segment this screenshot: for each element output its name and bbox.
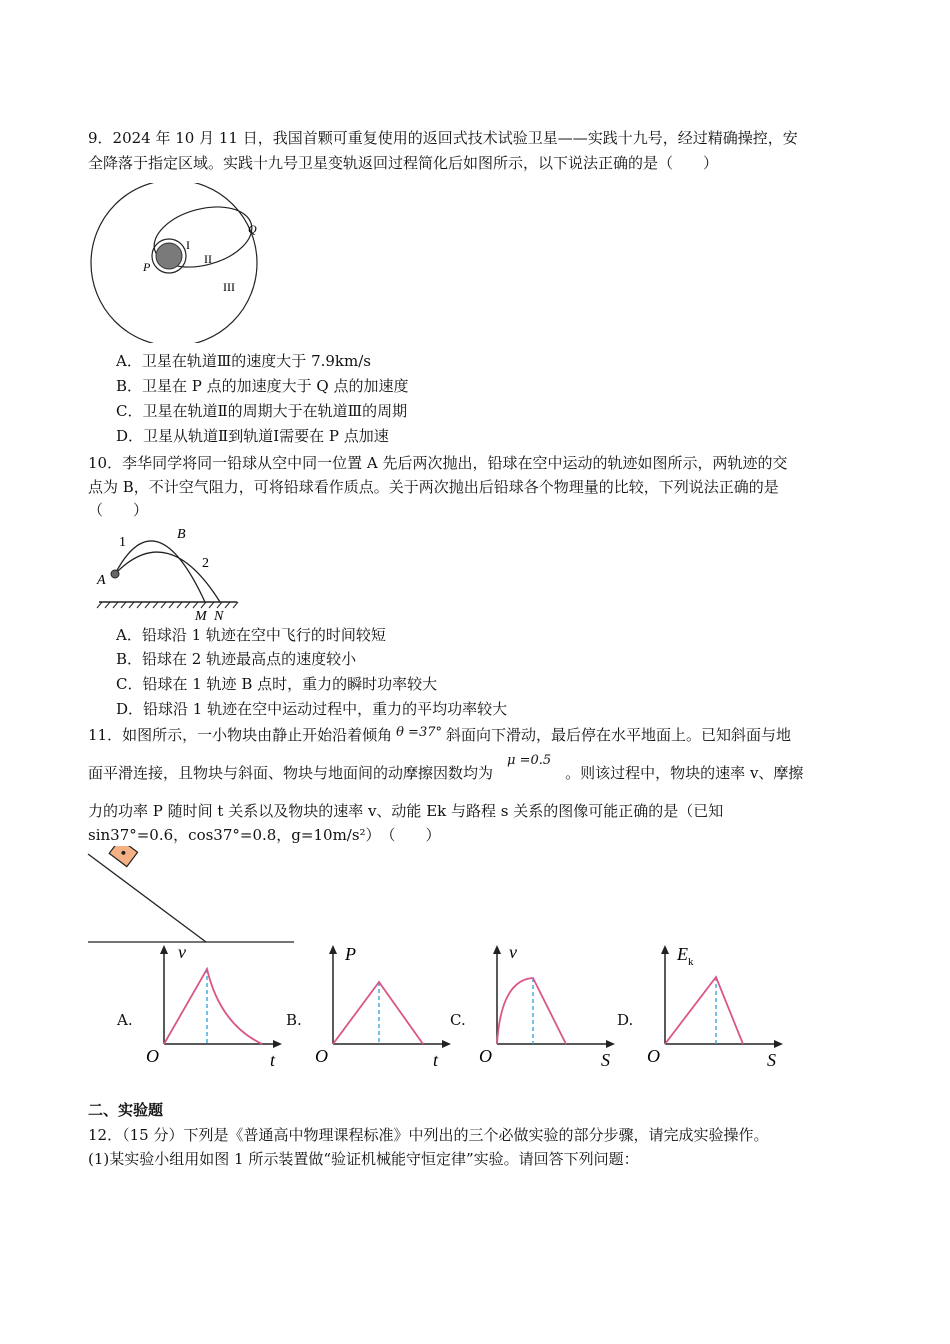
graph-b-xlabel: t <box>433 1050 439 1070</box>
graph-b-option: B. <box>286 1011 302 1029</box>
graph-b-origin: O <box>315 1046 328 1066</box>
q9-option-d: D．卫星从轨道Ⅱ到轨道Ⅰ需要在 P 点加速 <box>116 427 389 445</box>
q11-stem-line2-a: 面平滑连接，且物块与斜面、物块与地面间的动摩擦因数均为 <box>88 764 494 782</box>
q10-option-d: D．铅球沿 1 轨迹在空中运动过程中，重力的平均功率较大 <box>116 700 508 718</box>
label-Q: Q <box>248 222 257 236</box>
ball <box>111 570 119 578</box>
label-M: M <box>195 609 207 624</box>
label-2: 2 <box>202 556 209 571</box>
q11-stem-line1-a: 11．如图所示，一小物块由静止开始沿着倾角 <box>88 726 393 744</box>
graph-b-ylabel: P <box>345 944 356 964</box>
graph-a-curve <box>164 969 262 1044</box>
graph-c <box>475 940 621 1072</box>
graph-c-curve <box>497 978 566 1044</box>
graph-a-ylabel: v <box>178 942 186 962</box>
graph-d-xlabel: S <box>767 1050 776 1070</box>
label-1: 1 <box>119 535 126 550</box>
q11-stem-line4: sin37°=0.6，cos37°=0.8，g=10m/s²） （ ） <box>88 826 441 844</box>
graph-a-xlabel: t <box>270 1050 276 1070</box>
graph-d-option: D. <box>617 1011 634 1029</box>
q9-stem-line1: 9．2024 年 10 月 11 日，我国首颗可重复使用的返回式技术试验卫星——实践十九号，经过精确操控，安 <box>88 129 798 147</box>
q9-option-b: B．卫星在 P 点的加速度大于 Q 点的加速度 <box>116 377 409 395</box>
graph-a-origin: O <box>146 1046 159 1066</box>
label-III: III <box>223 280 235 294</box>
q10-stem-line3: （ ） <box>88 501 149 519</box>
trajectory-1 <box>115 541 205 602</box>
graph-d-ylabel-sub: k <box>688 956 694 968</box>
graph-c-ylabel: v <box>509 942 517 962</box>
graph-b <box>311 940 457 1072</box>
q11-stem-line2 <box>88 753 804 786</box>
label-II: II <box>204 252 212 266</box>
ground-hatch <box>97 602 238 608</box>
label-I: I <box>186 238 190 252</box>
q11-stem-line3: 力的功率 P 随时间 t 关系以及物块的速率 v、动能 Ek 与路程 s 关系的图像可能正确的是（已知 <box>88 802 724 820</box>
graph-d-curve <box>665 977 743 1044</box>
section-heading: 二、实验题 <box>88 1101 164 1119</box>
q10-stem-line1: 10．李华同学将同一铅球从空中同一位置 A 先后两次抛出，铅球在空中运动的轨迹如图所示，两轨迹的交 <box>88 454 788 472</box>
theta-expression: θ =37° <box>396 725 442 740</box>
q11-incline-figure <box>86 846 298 946</box>
q10-option-b: B．铅球在 2 轨迹最高点的速度较小 <box>116 650 357 668</box>
label-P: P <box>143 260 151 274</box>
graph-c-xlabel: S <box>601 1050 610 1070</box>
graph-d-ylabel <box>676 944 694 968</box>
label-N: N <box>214 609 224 624</box>
label-A: A <box>97 573 106 588</box>
q12-line1: 12．（15 分）下列是《普通高中物理课程标准》中列出的三个必做实验的部分步骤，请完成实验操作。 <box>88 1126 769 1144</box>
incline-surface <box>88 854 206 942</box>
q9-stem-line2: 全降落于指定区域。实践十九号卫星变轨返回过程简化后如图所示，以下说法正确的是（ ） <box>88 154 719 172</box>
q10-option-a: A．铅球沿 1 轨迹在空中飞行的时间较短 <box>116 626 386 644</box>
graph-b-curve <box>333 982 423 1044</box>
graph-d-ylabel-main: E <box>677 944 688 964</box>
q10-option-c: C．铅球在 1 轨迹 B 点时，重力的瞬时功率较大 <box>116 675 438 693</box>
earth <box>156 243 182 269</box>
label-B: B <box>177 527 186 542</box>
q11-stem-line2-b: 。则该过程中，物块的速率 v、摩擦 <box>565 764 804 782</box>
graph-a <box>142 940 288 1072</box>
q11-stem-line1-b: 斜面向下滑动，最后停在水平地面上。已知斜面与地 <box>446 726 792 744</box>
graph-c-option: C. <box>450 1011 466 1029</box>
q9-orbit-figure <box>86 183 276 343</box>
q9-option-c: C．卫星在轨道Ⅱ的周期大于在轨道Ⅲ的周期 <box>116 402 408 420</box>
graph-d-origin: O <box>647 1046 660 1066</box>
q10-stem-line2: 点为 B，不计空气阻力，可将铅球看作质点。关于两次抛出后铅球各个物理量的比较，下列说法正确的是 <box>88 478 779 496</box>
graph-a-option: A. <box>117 1011 133 1029</box>
mu-expression: μ =0.5 <box>507 753 552 768</box>
q12-line2: (1)某实验小组用如图 1 所示装置做“验证机械能守恒定律”实验。请回答下列问题： <box>88 1150 639 1168</box>
q11-stem-line1 <box>88 724 791 748</box>
q9-option-a: A．卫星在轨道Ⅲ的速度大于 7.9km/s <box>116 352 371 370</box>
graph-d <box>643 940 789 1072</box>
q10-trajectory-figure <box>94 522 244 624</box>
block <box>109 846 137 867</box>
graph-c-origin: O <box>479 1046 492 1066</box>
